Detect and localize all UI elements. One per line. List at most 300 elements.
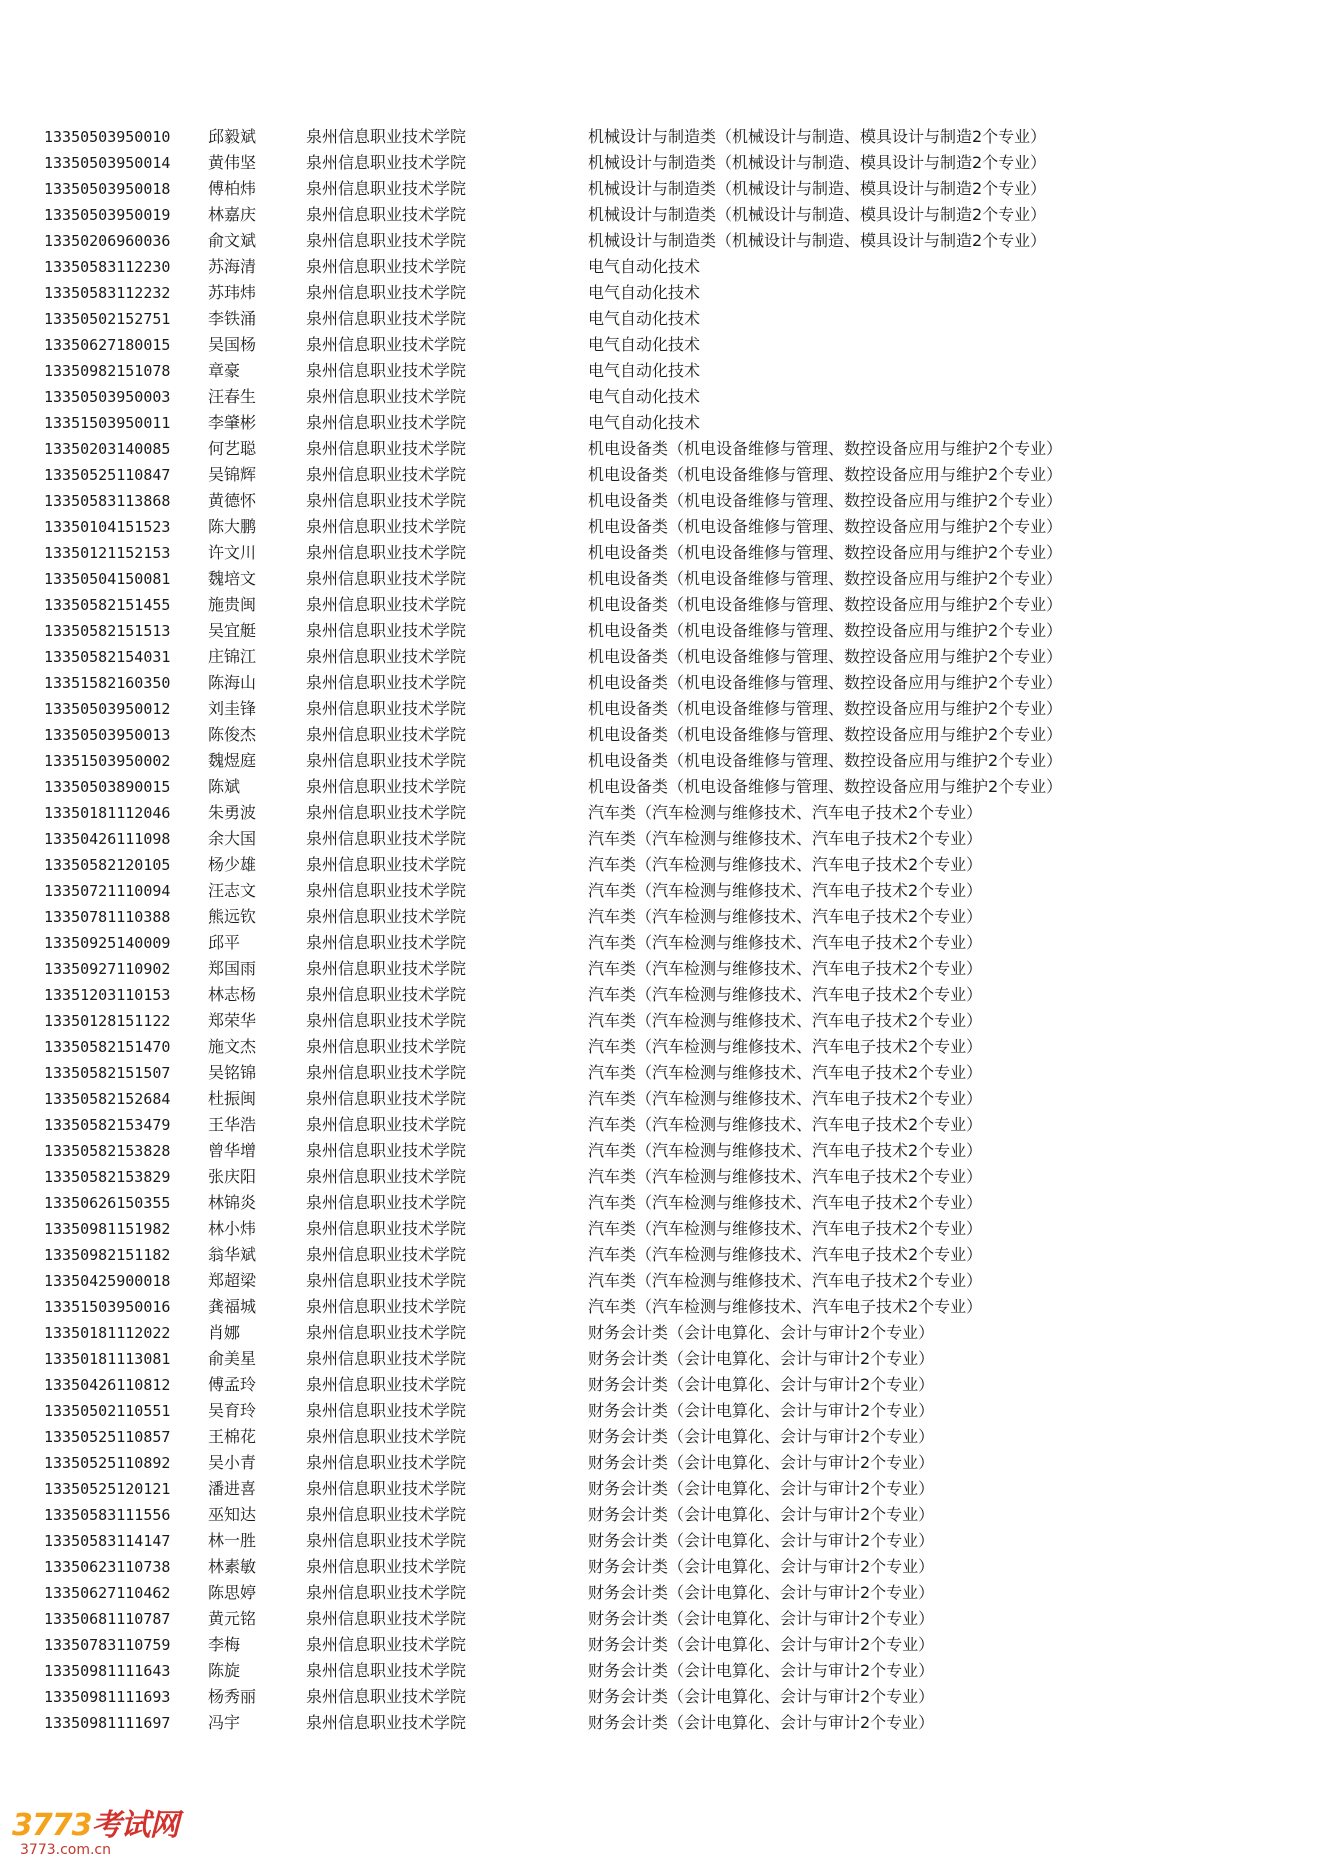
- table-row: [44, 878, 1274, 904]
- table-row: [44, 1138, 1274, 1164]
- candidate-name-cell: 朱勇波: [208, 803, 257, 822]
- major-cell: 汽车类（汽车检测与维修技术、汽车电子技术2个专业）: [588, 1089, 983, 1108]
- candidate-id-cell: 13350927110902: [44, 960, 171, 978]
- table-row: [44, 384, 1274, 410]
- school-cell: 泉州信息职业技术学院: [306, 933, 467, 952]
- candidate-id-cell: 13350503950010: [44, 128, 171, 146]
- school-cell: 泉州信息职业技术学院: [306, 179, 467, 198]
- candidate-name-cell: 郑国雨: [208, 959, 257, 978]
- candidate-id-cell: 13350781110388: [44, 908, 171, 926]
- admission-list-table: [44, 124, 1274, 1736]
- major-cell: 电气自动化技术: [588, 387, 701, 406]
- school-cell: 泉州信息职业技术学院: [306, 1401, 467, 1420]
- major-cell: 汽车类（汽车检测与维修技术、汽车电子技术2个专业）: [588, 1245, 983, 1264]
- candidate-id-cell: 13350503950018: [44, 180, 171, 198]
- candidate-id-cell: 13350104151523: [44, 518, 171, 536]
- candidate-name-cell: 吴育玲: [208, 1401, 257, 1420]
- candidate-name-cell: 黄元铭: [208, 1609, 257, 1628]
- candidate-name-cell: 肖娜: [208, 1323, 241, 1342]
- candidate-name-cell: 何艺聪: [208, 439, 257, 458]
- major-cell: 汽车类（汽车检测与维修技术、汽车电子技术2个专业）: [588, 1167, 983, 1186]
- candidate-id-cell: 13350425900018: [44, 1272, 171, 1290]
- school-cell: 泉州信息职业技术学院: [306, 621, 467, 640]
- major-cell: 汽车类（汽车检测与维修技术、汽车电子技术2个专业）: [588, 985, 983, 1004]
- school-cell: 泉州信息职业技术学院: [306, 673, 467, 692]
- candidate-name-cell: 林锦炎: [208, 1193, 257, 1212]
- candidate-id-cell: 13350525120121: [44, 1480, 171, 1498]
- major-cell: 机电设备类（机电设备维修与管理、数控设备应用与维护2个专业）: [588, 621, 1063, 640]
- school-cell: 泉州信息职业技术学院: [306, 647, 467, 666]
- candidate-id-cell: 13350982151078: [44, 362, 171, 380]
- table-row: [44, 1554, 1274, 1580]
- candidate-id-cell: 13350582151455: [44, 596, 171, 614]
- school-cell: 泉州信息职业技术学院: [306, 387, 467, 406]
- candidate-id-cell: 13350503950012: [44, 700, 171, 718]
- table-row: [44, 254, 1274, 280]
- school-cell: 泉州信息职业技术学院: [306, 855, 467, 874]
- table-row: [44, 1684, 1274, 1710]
- table-row: [44, 1008, 1274, 1034]
- candidate-id-cell: 13350981111643: [44, 1662, 171, 1680]
- school-cell: 泉州信息职业技术学院: [306, 1635, 467, 1654]
- watermark-text: 考试网: [91, 1808, 179, 1843]
- major-cell: 财务会计类（会计电算化、会计与审计2个专业）: [588, 1557, 935, 1576]
- candidate-id-cell: 13350503950014: [44, 154, 171, 172]
- table-row: [44, 1346, 1274, 1372]
- candidate-name-cell: 林素敏: [208, 1557, 257, 1576]
- candidate-name-cell: 施文杰: [208, 1037, 257, 1056]
- candidate-name-cell: 巫知达: [208, 1505, 257, 1524]
- school-cell: 泉州信息职业技术学院: [306, 725, 467, 744]
- major-cell: 汽车类（汽车检测与维修技术、汽车电子技术2个专业）: [588, 881, 983, 900]
- school-cell: 泉州信息职业技术学院: [306, 1349, 467, 1368]
- candidate-name-cell: 郑荣华: [208, 1011, 257, 1030]
- school-cell: 泉州信息职业技术学院: [306, 309, 467, 328]
- candidate-id-cell: 13350582151513: [44, 622, 171, 640]
- candidate-id-cell: 13351203110153: [44, 986, 171, 1004]
- table-row: [44, 150, 1274, 176]
- candidate-name-cell: 汪春生: [208, 387, 257, 406]
- school-cell: 泉州信息职业技术学院: [306, 1193, 467, 1212]
- candidate-id-cell: 13350203140085: [44, 440, 171, 458]
- candidate-id-cell: 13350627180015: [44, 336, 171, 354]
- candidate-id-cell: 13350583113868: [44, 492, 171, 510]
- school-cell: 泉州信息职业技术学院: [306, 907, 467, 926]
- school-cell: 泉州信息职业技术学院: [306, 777, 467, 796]
- candidate-name-cell: 庄锦江: [208, 647, 257, 666]
- candidate-id-cell: 13351582160350: [44, 674, 171, 692]
- table-row: [44, 930, 1274, 956]
- candidate-name-cell: 吴小青: [208, 1453, 257, 1472]
- major-cell: 财务会计类（会计电算化、会计与审计2个专业）: [588, 1401, 935, 1420]
- candidate-name-cell: 施贵闽: [208, 595, 257, 614]
- school-cell: 泉州信息职业技术学院: [306, 127, 467, 146]
- table-row: [44, 800, 1274, 826]
- table-row: [44, 332, 1274, 358]
- candidate-id-cell: 13350525110847: [44, 466, 171, 484]
- table-row: [44, 826, 1274, 852]
- table-row: [44, 774, 1274, 800]
- major-cell: 机械设计与制造类（机械设计与制造、模具设计与制造2个专业）: [588, 205, 1047, 224]
- major-cell: 财务会计类（会计电算化、会计与审计2个专业）: [588, 1323, 935, 1342]
- table-row: [44, 1450, 1274, 1476]
- school-cell: 泉州信息职业技术学院: [306, 803, 467, 822]
- candidate-name-cell: 魏煜庭: [208, 751, 257, 770]
- watermark-number: 3773: [12, 1808, 92, 1843]
- table-row: [44, 514, 1274, 540]
- table-row: [44, 1424, 1274, 1450]
- school-cell: 泉州信息职业技术学院: [306, 1609, 467, 1628]
- watermark-url: 3773.com.cn: [20, 1842, 111, 1858]
- school-cell: 泉州信息职业技术学院: [306, 1011, 467, 1030]
- school-cell: 泉州信息职业技术学院: [306, 1557, 467, 1576]
- major-cell: 机电设备类（机电设备维修与管理、数控设备应用与维护2个专业）: [588, 439, 1063, 458]
- candidate-name-cell: 傅孟玲: [208, 1375, 257, 1394]
- table-row: [44, 410, 1274, 436]
- table-row: [44, 1086, 1274, 1112]
- table-row: [44, 1632, 1274, 1658]
- candidate-name-cell: 陈斌: [208, 777, 241, 796]
- candidate-name-cell: 林志杨: [208, 985, 257, 1004]
- candidate-id-cell: 13350181113081: [44, 1350, 171, 1368]
- table-row: [44, 306, 1274, 332]
- table-row: [44, 748, 1274, 774]
- school-cell: 泉州信息职业技术学院: [306, 959, 467, 978]
- school-cell: 泉州信息职业技术学院: [306, 205, 467, 224]
- candidate-name-cell: 吴铭锦: [208, 1063, 257, 1082]
- candidate-name-cell: 郑超梁: [208, 1271, 257, 1290]
- school-cell: 泉州信息职业技术学院: [306, 1453, 467, 1472]
- candidate-name-cell: 黄伟坚: [208, 153, 257, 172]
- candidate-name-cell: 苏玮炜: [208, 283, 257, 302]
- candidate-id-cell: 13350582153828: [44, 1142, 171, 1160]
- candidate-name-cell: 陈旋: [208, 1661, 241, 1680]
- table-row: [44, 358, 1274, 384]
- candidate-name-cell: 潘进喜: [208, 1479, 257, 1498]
- school-cell: 泉州信息职业技术学院: [306, 543, 467, 562]
- school-cell: 泉州信息职业技术学院: [306, 985, 467, 1004]
- school-cell: 泉州信息职业技术学院: [306, 1531, 467, 1550]
- school-cell: 泉州信息职业技术学院: [306, 1687, 467, 1706]
- major-cell: 财务会计类（会计电算化、会计与审计2个专业）: [588, 1479, 935, 1498]
- table-row: [44, 722, 1274, 748]
- major-cell: 汽车类（汽车检测与维修技术、汽车电子技术2个专业）: [588, 1063, 983, 1082]
- school-cell: 泉州信息职业技术学院: [306, 881, 467, 900]
- table-row: [44, 1476, 1274, 1502]
- school-cell: 泉州信息职业技术学院: [306, 335, 467, 354]
- table-row: [44, 1658, 1274, 1684]
- major-cell: 机械设计与制造类（机械设计与制造、模具设计与制造2个专业）: [588, 179, 1047, 198]
- candidate-name-cell: 吴宜艇: [208, 621, 257, 640]
- major-cell: 财务会计类（会计电算化、会计与审计2个专业）: [588, 1505, 935, 1524]
- major-cell: 机电设备类（机电设备维修与管理、数控设备应用与维护2个专业）: [588, 777, 1063, 796]
- candidate-id-cell: 13350583114147: [44, 1532, 171, 1550]
- major-cell: 机电设备类（机电设备维修与管理、数控设备应用与维护2个专业）: [588, 751, 1063, 770]
- major-cell: 汽车类（汽车检测与维修技术、汽车电子技术2个专业）: [588, 1037, 983, 1056]
- major-cell: 电气自动化技术: [588, 309, 701, 328]
- school-cell: 泉州信息职业技术学院: [306, 413, 467, 432]
- major-cell: 汽车类（汽车检测与维修技术、汽车电子技术2个专业）: [588, 1141, 983, 1160]
- candidate-id-cell: 13350503890015: [44, 778, 171, 796]
- candidate-name-cell: 李铁涌: [208, 309, 257, 328]
- table-row: [44, 1242, 1274, 1268]
- table-row: [44, 592, 1274, 618]
- candidate-name-cell: 邱平: [208, 933, 241, 952]
- table-row: [44, 670, 1274, 696]
- school-cell: 泉州信息职业技术学院: [306, 439, 467, 458]
- table-row: [44, 618, 1274, 644]
- table-row: [44, 1060, 1274, 1086]
- major-cell: 财务会计类（会计电算化、会计与审计2个专业）: [588, 1531, 935, 1550]
- major-cell: 电气自动化技术: [588, 283, 701, 302]
- candidate-id-cell: 13350426111098: [44, 830, 171, 848]
- table-row: [44, 956, 1274, 982]
- candidate-id-cell: 13350582152684: [44, 1090, 171, 1108]
- watermark-mark: [12, 1810, 182, 1842]
- major-cell: 财务会计类（会计电算化、会计与审计2个专业）: [588, 1453, 935, 1472]
- candidate-id-cell: 13350783110759: [44, 1636, 171, 1654]
- major-cell: 机电设备类（机电设备维修与管理、数控设备应用与维护2个专业）: [588, 595, 1063, 614]
- major-cell: 财务会计类（会计电算化、会计与审计2个专业）: [588, 1375, 935, 1394]
- school-cell: 泉州信息职业技术学院: [306, 1167, 467, 1186]
- major-cell: 机电设备类（机电设备维修与管理、数控设备应用与维护2个专业）: [588, 647, 1063, 666]
- major-cell: 汽车类（汽车检测与维修技术、汽车电子技术2个专业）: [588, 803, 983, 822]
- candidate-name-cell: 龚福城: [208, 1297, 257, 1316]
- major-cell: 汽车类（汽车检测与维修技术、汽车电子技术2个专业）: [588, 855, 983, 874]
- table-row: [44, 566, 1274, 592]
- site-watermark-logo: [12, 1810, 182, 1866]
- school-cell: 泉州信息职业技术学院: [306, 1245, 467, 1264]
- school-cell: 泉州信息职业技术学院: [306, 699, 467, 718]
- candidate-id-cell: 13350582151470: [44, 1038, 171, 1056]
- major-cell: 汽车类（汽车检测与维修技术、汽车电子技术2个专业）: [588, 1115, 983, 1134]
- candidate-name-cell: 魏培文: [208, 569, 257, 588]
- school-cell: 泉州信息职业技术学院: [306, 1479, 467, 1498]
- candidate-id-cell: 13350128151122: [44, 1012, 171, 1030]
- candidate-id-cell: 13350627110462: [44, 1584, 171, 1602]
- school-cell: 泉州信息职业技术学院: [306, 1583, 467, 1602]
- candidate-id-cell: 13350525110857: [44, 1428, 171, 1446]
- major-cell: 财务会计类（会计电算化、会计与审计2个专业）: [588, 1609, 935, 1628]
- table-row: [44, 1112, 1274, 1138]
- major-cell: 机械设计与制造类（机械设计与制造、模具设计与制造2个专业）: [588, 153, 1047, 172]
- table-row: [44, 202, 1274, 228]
- school-cell: 泉州信息职业技术学院: [306, 1375, 467, 1394]
- school-cell: 泉州信息职业技术学院: [306, 1323, 467, 1342]
- school-cell: 泉州信息职业技术学院: [306, 231, 467, 250]
- candidate-id-cell: 13350981111697: [44, 1714, 171, 1732]
- school-cell: 泉州信息职业技术学院: [306, 517, 467, 536]
- major-cell: 财务会计类（会计电算化、会计与审计2个专业）: [588, 1687, 935, 1706]
- candidate-id-cell: 13350181112022: [44, 1324, 171, 1342]
- table-row: [44, 280, 1274, 306]
- candidate-id-cell: 13350503950019: [44, 206, 171, 224]
- candidate-name-cell: 吴国杨: [208, 335, 257, 354]
- candidate-id-cell: 13350181112046: [44, 804, 171, 822]
- candidate-name-cell: 曾华增: [208, 1141, 257, 1160]
- candidate-name-cell: 王棉花: [208, 1427, 257, 1446]
- candidate-id-cell: 13350582153829: [44, 1168, 171, 1186]
- table-row: [44, 1502, 1274, 1528]
- candidate-id-cell: 13350525110892: [44, 1454, 171, 1472]
- table-row: [44, 1580, 1274, 1606]
- major-cell: 财务会计类（会计电算化、会计与审计2个专业）: [588, 1583, 935, 1602]
- major-cell: 财务会计类（会计电算化、会计与审计2个专业）: [588, 1635, 935, 1654]
- table-row: [44, 644, 1274, 670]
- major-cell: 财务会计类（会计电算化、会计与审计2个专业）: [588, 1661, 935, 1680]
- major-cell: 汽车类（汽车检测与维修技术、汽车电子技术2个专业）: [588, 959, 983, 978]
- candidate-id-cell: 13350121152153: [44, 544, 171, 562]
- school-cell: 泉州信息职业技术学院: [306, 153, 467, 172]
- major-cell: 机电设备类（机电设备维修与管理、数控设备应用与维护2个专业）: [588, 491, 1063, 510]
- school-cell: 泉州信息职业技术学院: [306, 1427, 467, 1446]
- candidate-id-cell: 13351503950002: [44, 752, 171, 770]
- major-cell: 机电设备类（机电设备维修与管理、数控设备应用与维护2个专业）: [588, 465, 1063, 484]
- table-row: [44, 1606, 1274, 1632]
- candidate-name-cell: 李梅: [208, 1635, 241, 1654]
- table-row: [44, 696, 1274, 722]
- candidate-name-cell: 章豪: [208, 361, 241, 380]
- candidate-name-cell: 傅柏炜: [208, 179, 257, 198]
- table-row: [44, 124, 1274, 150]
- candidate-name-cell: 杜振闽: [208, 1089, 257, 1108]
- school-cell: 泉州信息职业技术学院: [306, 569, 467, 588]
- candidate-name-cell: 翁华斌: [208, 1245, 257, 1264]
- school-cell: 泉州信息职业技术学院: [306, 1141, 467, 1160]
- candidate-id-cell: 13350502110551: [44, 1402, 171, 1420]
- candidate-id-cell: 13350982151182: [44, 1246, 171, 1264]
- candidate-id-cell: 13350582151507: [44, 1064, 171, 1082]
- candidate-id-cell: 13350681110787: [44, 1610, 171, 1628]
- candidate-name-cell: 林嘉庆: [208, 205, 257, 224]
- candidate-id-cell: 13350206960036: [44, 232, 171, 250]
- candidate-id-cell: 13350583111556: [44, 1506, 171, 1524]
- candidate-name-cell: 王华浩: [208, 1115, 257, 1134]
- table-row: [44, 1294, 1274, 1320]
- candidate-name-cell: 汪志文: [208, 881, 257, 900]
- candidate-name-cell: 陈俊杰: [208, 725, 257, 744]
- candidate-name-cell: 刘圭锋: [208, 699, 257, 718]
- major-cell: 电气自动化技术: [588, 335, 701, 354]
- major-cell: 汽车类（汽车检测与维修技术、汽车电子技术2个专业）: [588, 1193, 983, 1212]
- major-cell: 电气自动化技术: [588, 257, 701, 276]
- major-cell: 电气自动化技术: [588, 361, 701, 380]
- candidate-id-cell: 13350503950003: [44, 388, 171, 406]
- candidate-id-cell: 13350582120105: [44, 856, 171, 874]
- major-cell: 机械设计与制造类（机械设计与制造、模具设计与制造2个专业）: [588, 231, 1047, 250]
- school-cell: 泉州信息职业技术学院: [306, 1115, 467, 1134]
- candidate-id-cell: 13350981151982: [44, 1220, 171, 1238]
- table-row: [44, 1190, 1274, 1216]
- table-row: [44, 1320, 1274, 1346]
- candidate-name-cell: 俞美星: [208, 1349, 257, 1368]
- school-cell: 泉州信息职业技术学院: [306, 1505, 467, 1524]
- major-cell: 汽车类（汽车检测与维修技术、汽车电子技术2个专业）: [588, 1297, 983, 1316]
- table-row: [44, 1528, 1274, 1554]
- major-cell: 财务会计类（会计电算化、会计与审计2个专业）: [588, 1349, 935, 1368]
- table-row: [44, 176, 1274, 202]
- school-cell: 泉州信息职业技术学院: [306, 283, 467, 302]
- candidate-name-cell: 黄德怀: [208, 491, 257, 510]
- school-cell: 泉州信息职业技术学院: [306, 751, 467, 770]
- major-cell: 机电设备类（机电设备维修与管理、数控设备应用与维护2个专业）: [588, 725, 1063, 744]
- school-cell: 泉州信息职业技术学院: [306, 1297, 467, 1316]
- candidate-id-cell: 13350626150355: [44, 1194, 171, 1212]
- school-cell: 泉州信息职业技术学院: [306, 1271, 467, 1290]
- table-row: [44, 540, 1274, 566]
- candidate-name-cell: 邱毅斌: [208, 127, 257, 146]
- candidate-name-cell: 陈大鹏: [208, 517, 257, 536]
- school-cell: 泉州信息职业技术学院: [306, 1037, 467, 1056]
- table-row: [44, 852, 1274, 878]
- school-cell: 泉州信息职业技术学院: [306, 465, 467, 484]
- candidate-id-cell: 13350925140009: [44, 934, 171, 952]
- candidate-id-cell: 13350721110094: [44, 882, 171, 900]
- candidate-name-cell: 林小炜: [208, 1219, 257, 1238]
- school-cell: 泉州信息职业技术学院: [306, 595, 467, 614]
- candidate-name-cell: 杨秀丽: [208, 1687, 257, 1706]
- major-cell: 机电设备类（机电设备维修与管理、数控设备应用与维护2个专业）: [588, 699, 1063, 718]
- major-cell: 财务会计类（会计电算化、会计与审计2个专业）: [588, 1427, 935, 1446]
- table-row: [44, 1164, 1274, 1190]
- major-cell: 电气自动化技术: [588, 413, 701, 432]
- major-cell: 汽车类（汽车检测与维修技术、汽车电子技术2个专业）: [588, 907, 983, 926]
- school-cell: 泉州信息职业技术学院: [306, 829, 467, 848]
- candidate-name-cell: 许文川: [208, 543, 257, 562]
- table-row: [44, 1216, 1274, 1242]
- school-cell: 泉州信息职业技术学院: [306, 491, 467, 510]
- candidate-id-cell: 13350426110812: [44, 1376, 171, 1394]
- school-cell: 泉州信息职业技术学院: [306, 361, 467, 380]
- table-row: [44, 1034, 1274, 1060]
- candidate-name-cell: 李肇彬: [208, 413, 257, 432]
- candidate-name-cell: 熊远钦: [208, 907, 257, 926]
- candidate-id-cell: 13350583112232: [44, 284, 171, 302]
- school-cell: 泉州信息职业技术学院: [306, 1713, 467, 1732]
- major-cell: 机电设备类（机电设备维修与管理、数控设备应用与维护2个专业）: [588, 673, 1063, 692]
- candidate-id-cell: 13350502152751: [44, 310, 171, 328]
- candidate-id-cell: 13351503950016: [44, 1298, 171, 1316]
- candidate-id-cell: 13350623110738: [44, 1558, 171, 1576]
- table-row: [44, 1372, 1274, 1398]
- major-cell: 汽车类（汽车检测与维修技术、汽车电子技术2个专业）: [588, 1219, 983, 1238]
- candidate-name-cell: 张庆阳: [208, 1167, 257, 1186]
- major-cell: 汽车类（汽车检测与维修技术、汽车电子技术2个专业）: [588, 1011, 983, 1030]
- school-cell: 泉州信息职业技术学院: [306, 1661, 467, 1680]
- candidate-name-cell: 余大国: [208, 829, 257, 848]
- table-row: [44, 982, 1274, 1008]
- candidate-id-cell: 13350582153479: [44, 1116, 171, 1134]
- major-cell: 汽车类（汽车检测与维修技术、汽车电子技术2个专业）: [588, 1271, 983, 1290]
- candidate-name-cell: 俞文斌: [208, 231, 257, 250]
- table-row: [44, 1398, 1274, 1424]
- major-cell: 机械设计与制造类（机械设计与制造、模具设计与制造2个专业）: [588, 127, 1047, 146]
- candidate-name-cell: 陈海山: [208, 673, 257, 692]
- candidate-id-cell: 13350503950013: [44, 726, 171, 744]
- candidate-id-cell: 13350504150081: [44, 570, 171, 588]
- major-cell: 机电设备类（机电设备维修与管理、数控设备应用与维护2个专业）: [588, 569, 1063, 588]
- school-cell: 泉州信息职业技术学院: [306, 1089, 467, 1108]
- candidate-name-cell: 杨少雄: [208, 855, 257, 874]
- candidate-id-cell: 13351503950011: [44, 414, 171, 432]
- table-row: [44, 1710, 1274, 1736]
- candidate-name-cell: 陈思婷: [208, 1583, 257, 1602]
- table-row: [44, 436, 1274, 462]
- candidate-name-cell: 冯宇: [208, 1713, 241, 1732]
- table-row: [44, 228, 1274, 254]
- major-cell: 汽车类（汽车检测与维修技术、汽车电子技术2个专业）: [588, 933, 983, 952]
- major-cell: 机电设备类（机电设备维修与管理、数控设备应用与维护2个专业）: [588, 543, 1063, 562]
